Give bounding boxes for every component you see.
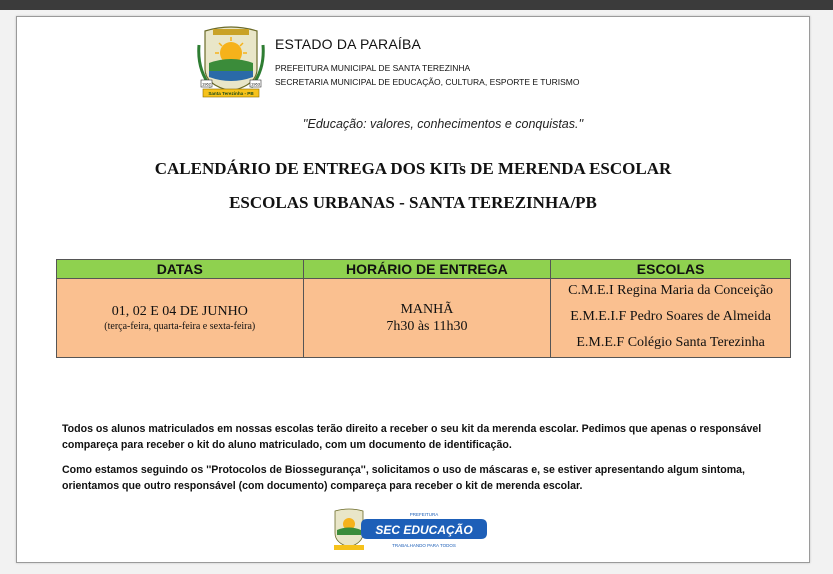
document-title: CALENDÁRIO DE ENTREGA DOS KITs DE MERENDA ESCOLAR bbox=[154, 159, 672, 178]
notice-paragraph-eligibility: Todos os alunos matriculados em nossas escolas terão direito a receber o seu kit da merenda escolar. Pedimos que apenas o responsável compareça para receber o kit do aluno matriculado, com um documento de identificação. bbox=[62, 423, 762, 451]
delivery-weekdays: (terça-feira, quarta-feira e sexta-feira) bbox=[104, 321, 256, 332]
document-subtitle: ESCOLAS URBANAS - SANTA TEREZINHA/PB bbox=[229, 193, 597, 212]
svg-text:TRABALHANDO PARA TODOS: TRABALHANDO PARA TODOS bbox=[392, 543, 456, 548]
delivery-schedule-table bbox=[56, 259, 791, 358]
header-horario: HORÁRIO DE ENTREGA bbox=[303, 260, 551, 279]
school-item: E.M.E.F Colégio Santa Terezinha bbox=[576, 335, 765, 350]
dates-cell bbox=[57, 279, 304, 358]
municipal-crest-logo bbox=[197, 25, 265, 99]
svg-text:1963: 1963 bbox=[251, 81, 260, 87]
hours-cell bbox=[303, 279, 551, 358]
header-datas: DATAS bbox=[57, 260, 304, 279]
school-item: C.M.E.I Regina Maria da Conceição bbox=[568, 283, 774, 298]
svg-text:1962: 1962 bbox=[202, 81, 211, 87]
school-item: E.M.E.I.F Pedro Soares de Almeida bbox=[570, 309, 771, 324]
sec-educacao-logo bbox=[331, 507, 491, 551]
notice-paragraph-biosafety: Como estamos seguindo os ''Protocolos de Biossegurança'', solicitamos o uso de máscaras e, se estiver apresentando algum sintoma, orientamos que outro responsável (com documento) compareça para receber o kit de merenda escolar. bbox=[62, 464, 745, 492]
prefeitura-line: PREFEITURA MUNICIPAL DE SANTA TEREZINHA bbox=[275, 63, 471, 73]
viewer-top-bar bbox=[0, 0, 833, 10]
state-name: ESTADO DA PARAÍBA bbox=[275, 36, 422, 52]
document-page bbox=[16, 16, 810, 563]
table-header-row bbox=[57, 260, 791, 279]
schools-cell bbox=[551, 279, 791, 358]
header-escolas: ESCOLAS bbox=[551, 260, 791, 279]
svg-text:Santa Terezinha - PB: Santa Terezinha - PB bbox=[208, 91, 254, 96]
secretaria-line: SECRETARIA MUNICIPAL DE EDUCAÇÃO, CULTURA, ESPORTE E TURISMO bbox=[275, 77, 580, 87]
svg-text:SEC EDUCAÇÃO: SEC EDUCAÇÃO bbox=[375, 523, 473, 537]
delivery-period: MANHÃ bbox=[400, 302, 454, 317]
table-row bbox=[57, 279, 791, 358]
delivery-dates: 01, 02 E 04 DE JUNHO bbox=[111, 304, 248, 319]
delivery-time-range: 7h30 às 11h30 bbox=[386, 319, 468, 334]
svg-text:PREFEITURA: PREFEITURA bbox=[409, 512, 439, 517]
motto: ''Educação: valores, conhecimentos e conquistas.'' bbox=[302, 117, 584, 131]
